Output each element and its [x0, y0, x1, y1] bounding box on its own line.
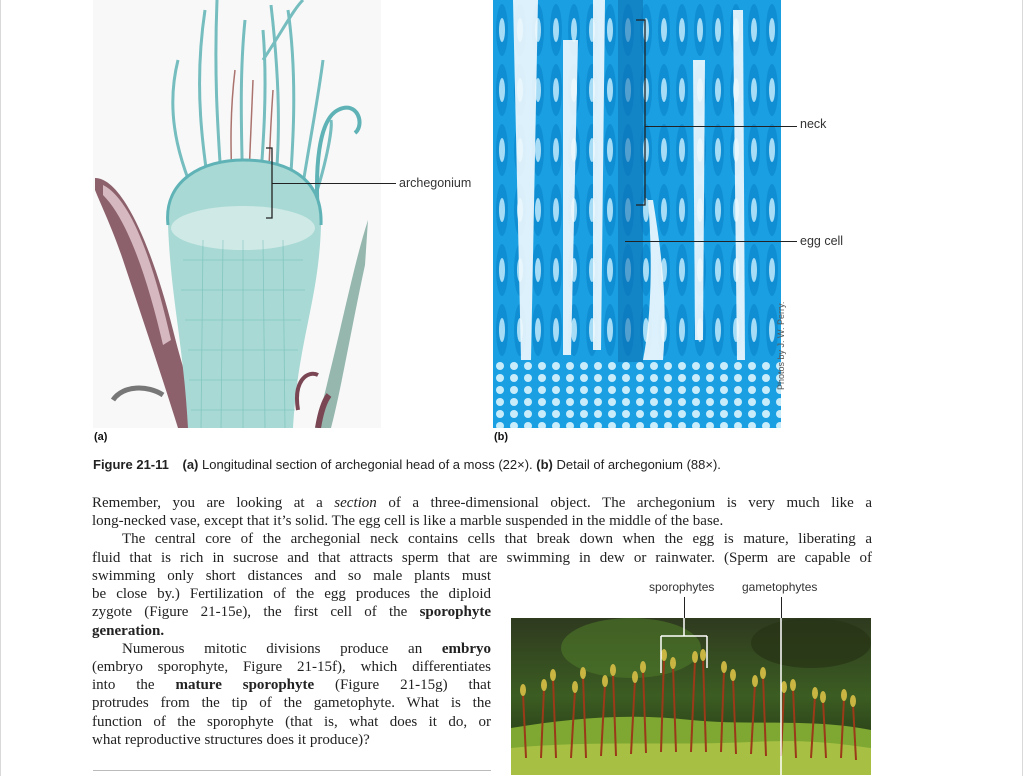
egg-cell-label: egg cell: [800, 234, 844, 248]
figure-caption: [93, 457, 721, 472]
caption-a-marker: (a): [182, 457, 199, 472]
paragraph-1-line-1: Remember, you are looking at a section of a three-dimensional object. The archegonium is very much like a: [92, 495, 872, 511]
panel-a-letter: (a): [94, 431, 108, 443]
egg-cell-leader-line: [625, 241, 797, 242]
archegonium-leader-line: [272, 183, 396, 184]
paragraph-2-line-1: The central core of the archegonial neck contains cells that break down when the egg is mature, liberating a: [122, 531, 872, 548]
neck-label: neck: [800, 117, 827, 131]
bottom-rule: [93, 770, 491, 771]
neck-leader-line: [645, 126, 797, 127]
photo-credit: Photos by J. W. Perry.: [776, 301, 786, 390]
figure-panel-a-micrograph: [93, 0, 381, 428]
panel-b-letter: (b): [494, 431, 509, 443]
paragraph-3-line-2: (embryo sporophyte, Figure 21-15f), which differentiates: [92, 659, 491, 676]
sporophytes-pointer-top: [684, 597, 685, 618]
caption-a-text: Longitudinal section of archegonial head of a moss (22×).: [202, 457, 533, 472]
gametophytes-label: gametophytes: [742, 580, 818, 594]
figure-panel-b-micrograph: [493, 0, 781, 428]
paragraph-1-line-2: long-necked vase, except that it’s solid. The egg cell is like a marble suspended in the middle of the base.: [92, 513, 724, 530]
paragraph-3-line-1: Numerous mitotic divisions produce an embryo: [122, 640, 491, 657]
body-text-column: [92, 567, 491, 749]
figure-number: Figure 21-11: [93, 457, 169, 472]
paragraph-2-line-2: fluid that is rich in sucrose and that attracts sperm that are swimming in dew or rainwater. (Sperm are capable of: [92, 549, 872, 566]
paragraph-3-line-5: function of the sporophyte (that is, what does it do, or: [92, 713, 491, 730]
paragraph-3-line-6: what reproductive structures does it produce)?: [92, 731, 370, 748]
paragraph-2-line-6: generation.: [92, 622, 165, 639]
sporophytes-label: sporophytes: [649, 580, 715, 594]
paragraph-3-line-3: into the mature sporophyte (Figure 21-15g) that: [92, 677, 492, 694]
caption-b-text: Detail of archegonium (88×).: [556, 457, 721, 472]
paragraph-2-line-4: be close by.) Fertilization of the egg produces the diploid: [92, 586, 491, 603]
moss-photo: [511, 618, 871, 775]
caption-b-marker: (b): [536, 457, 553, 472]
paragraph-2-line-3: swimming only short distances and so male plants must: [92, 568, 491, 584]
paragraph-3-line-4: protrudes from the tip of the gametophyte. What is the: [92, 695, 491, 712]
gametophytes-pointer-top: [781, 597, 782, 618]
body-text-full: [92, 494, 872, 567]
paragraph-2-line-5: zygote (Figure 21-15e), the first cell of the sporophyte: [92, 604, 491, 621]
archegonium-label: archegonium: [399, 176, 472, 190]
